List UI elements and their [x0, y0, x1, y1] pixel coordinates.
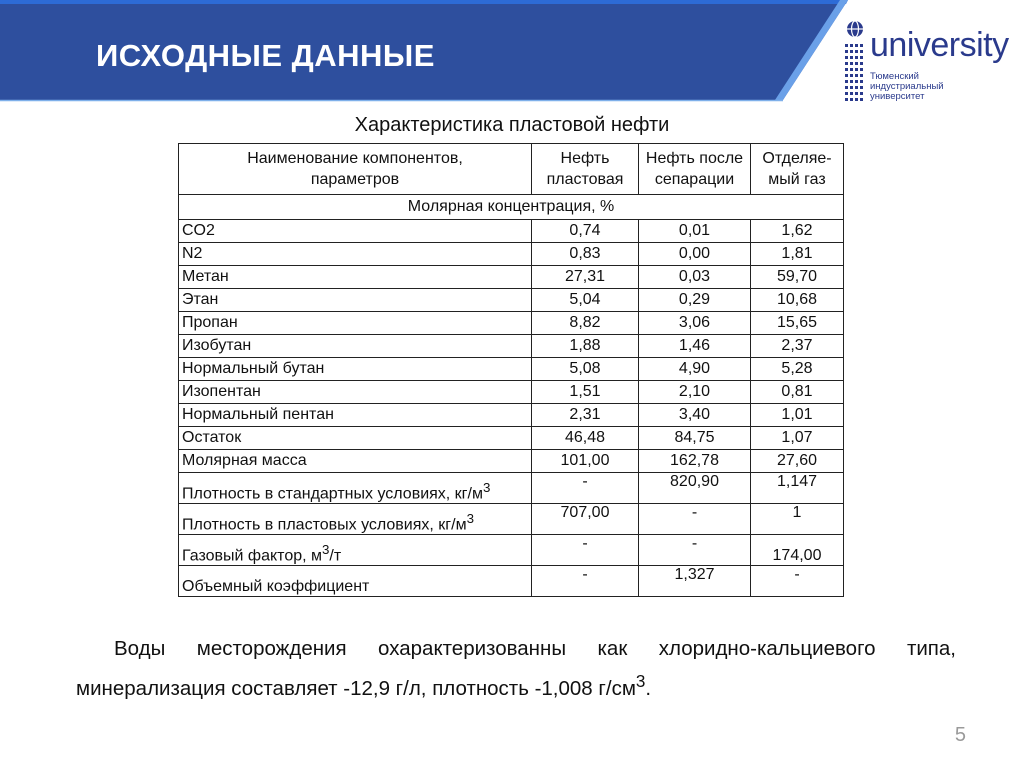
- cell-gas: 0,81: [751, 381, 844, 404]
- table-row: [179, 535, 844, 566]
- cell-separated-oil: 1,327: [639, 566, 751, 597]
- cell-separated-oil: 84,75: [639, 427, 751, 450]
- cell-gas: 1,07: [751, 427, 844, 450]
- water-description-text: Воды месторождения охарактеризованны как хлоридно-кальциевого типа, минерализация составляет -12,9 г/л, плотность -1,008 г/см: [76, 637, 956, 700]
- logo-subtitle-line: университет: [870, 91, 925, 102]
- table-row: [179, 266, 844, 289]
- cell-reservoir-oil: 46,48: [532, 427, 639, 450]
- column-header-gas: Отделяе- мый газ: [751, 144, 844, 195]
- section-row: [179, 195, 844, 220]
- cell-gas: 1,62: [751, 220, 844, 243]
- cell-gas: 174,00: [751, 535, 844, 566]
- row-label: N2: [179, 243, 532, 266]
- table-row: [179, 566, 844, 597]
- cell-gas: 15,65: [751, 312, 844, 335]
- table-row: [179, 450, 844, 473]
- cell-reservoir-oil: 2,31: [532, 404, 639, 427]
- table-row: [179, 358, 844, 381]
- cell-gas: 59,70: [751, 266, 844, 289]
- page-number: 5: [954, 724, 966, 746]
- row-label: Молярная масса: [179, 450, 532, 473]
- row-label: Нормальный бутан: [179, 358, 532, 381]
- cell-separated-oil: 4,90: [639, 358, 751, 381]
- column-header-reservoir-oil: Нефть пластовая: [532, 144, 639, 195]
- cell-reservoir-oil: 5,08: [532, 358, 639, 381]
- table-row: [179, 220, 844, 243]
- water-description: [76, 632, 956, 705]
- cell-separated-oil: -: [639, 504, 751, 535]
- cell-separated-oil: 820,90: [639, 473, 751, 504]
- cell-reservoir-oil: -: [532, 566, 639, 597]
- cell-reservoir-oil: 27,31: [532, 266, 639, 289]
- row-label: Плотность в стандартных условиях, $кг/м^3$: [179, 473, 532, 504]
- section-label: Молярная концентрация, %: [179, 195, 844, 220]
- cell-reservoir-oil: 1,51: [532, 381, 639, 404]
- row-label: Метан: [179, 266, 532, 289]
- cell-gas: 5,28: [751, 358, 844, 381]
- cell-separated-oil: 0,00: [639, 243, 751, 266]
- cell-gas: 27,60: [751, 450, 844, 473]
- row-label: Пропан: [179, 312, 532, 335]
- cell-reservoir-oil: 101,00: [532, 450, 639, 473]
- cell-gas: -: [751, 566, 844, 597]
- cell-gas: 2,37: [751, 335, 844, 358]
- table-row: [179, 404, 844, 427]
- cell-reservoir-oil: 0,74: [532, 220, 639, 243]
- cell-separated-oil: 3,06: [639, 312, 751, 335]
- cell-reservoir-oil: 0,83: [532, 243, 639, 266]
- cell-gas: 10,68: [751, 289, 844, 312]
- cell-gas: 1,147: [751, 473, 844, 504]
- table-row: [179, 504, 844, 535]
- cell-reservoir-oil: -: [532, 473, 639, 504]
- logo-subtitle: [870, 72, 960, 102]
- cell-reservoir-oil: 707,00: [532, 504, 639, 535]
- cell-separated-oil: 3,40: [639, 404, 751, 427]
- cell-separated-oil: -: [639, 535, 751, 566]
- row-label: Объемный коэффициент: [179, 566, 532, 597]
- table-caption: Характеристика пластовой нефти: [354, 114, 670, 136]
- row-label: Изопентан: [179, 381, 532, 404]
- logo-subtitle-line: Тюменский: [870, 71, 919, 82]
- cell-reservoir-oil: 8,82: [532, 312, 639, 335]
- cell-separated-oil: 0,01: [639, 220, 751, 243]
- table-row: [179, 335, 844, 358]
- cell-reservoir-oil: 5,04: [532, 289, 639, 312]
- cell-separated-oil: 2,10: [639, 381, 751, 404]
- cell-gas: 1: [751, 504, 844, 535]
- row-label: Изобутан: [179, 335, 532, 358]
- page-title: ИСХОДНЫЕ ДАННЫЕ: [96, 38, 435, 73]
- column-header-separated-oil: Нефть после сепарации: [639, 144, 751, 195]
- table-row: [179, 289, 844, 312]
- logo-subtitle-line: индустриальный: [870, 81, 944, 92]
- cell-separated-oil: 1,46: [639, 335, 751, 358]
- row-label: Остаток: [179, 427, 532, 450]
- cell-reservoir-oil: -: [532, 535, 639, 566]
- cell-separated-oil: 0,03: [639, 266, 751, 289]
- table-header-row: [179, 144, 844, 195]
- logo-wordmark: university: [870, 26, 1009, 64]
- row-label: CO2: [179, 220, 532, 243]
- row-label: Нормальный пентан: [179, 404, 532, 427]
- table-row: [179, 381, 844, 404]
- university-logo: [838, 12, 1008, 102]
- table-row: [179, 312, 844, 335]
- oil-characteristics-table: [178, 143, 844, 597]
- row-label: Плотность в пластовых условиях, $кг/м^3$: [179, 504, 532, 535]
- row-label: Этан: [179, 289, 532, 312]
- cell-separated-oil: 162,78: [639, 450, 751, 473]
- table-row: [179, 243, 844, 266]
- table-row: [179, 427, 844, 450]
- water-description-end: .: [645, 676, 652, 700]
- cell-separated-oil: 0,29: [639, 289, 751, 312]
- cell-reservoir-oil: 1,88: [532, 335, 639, 358]
- column-header-name: Наименование компонентов, параметров: [179, 144, 532, 195]
- cell-gas: 1,01: [751, 404, 844, 427]
- row-label: Газовый фактор, $м^3/т$: [179, 535, 532, 566]
- globe-icon: [842, 18, 868, 104]
- cell-gas: 1,81: [751, 243, 844, 266]
- water-description-sup: 3: [635, 672, 646, 691]
- table-row: [179, 473, 844, 504]
